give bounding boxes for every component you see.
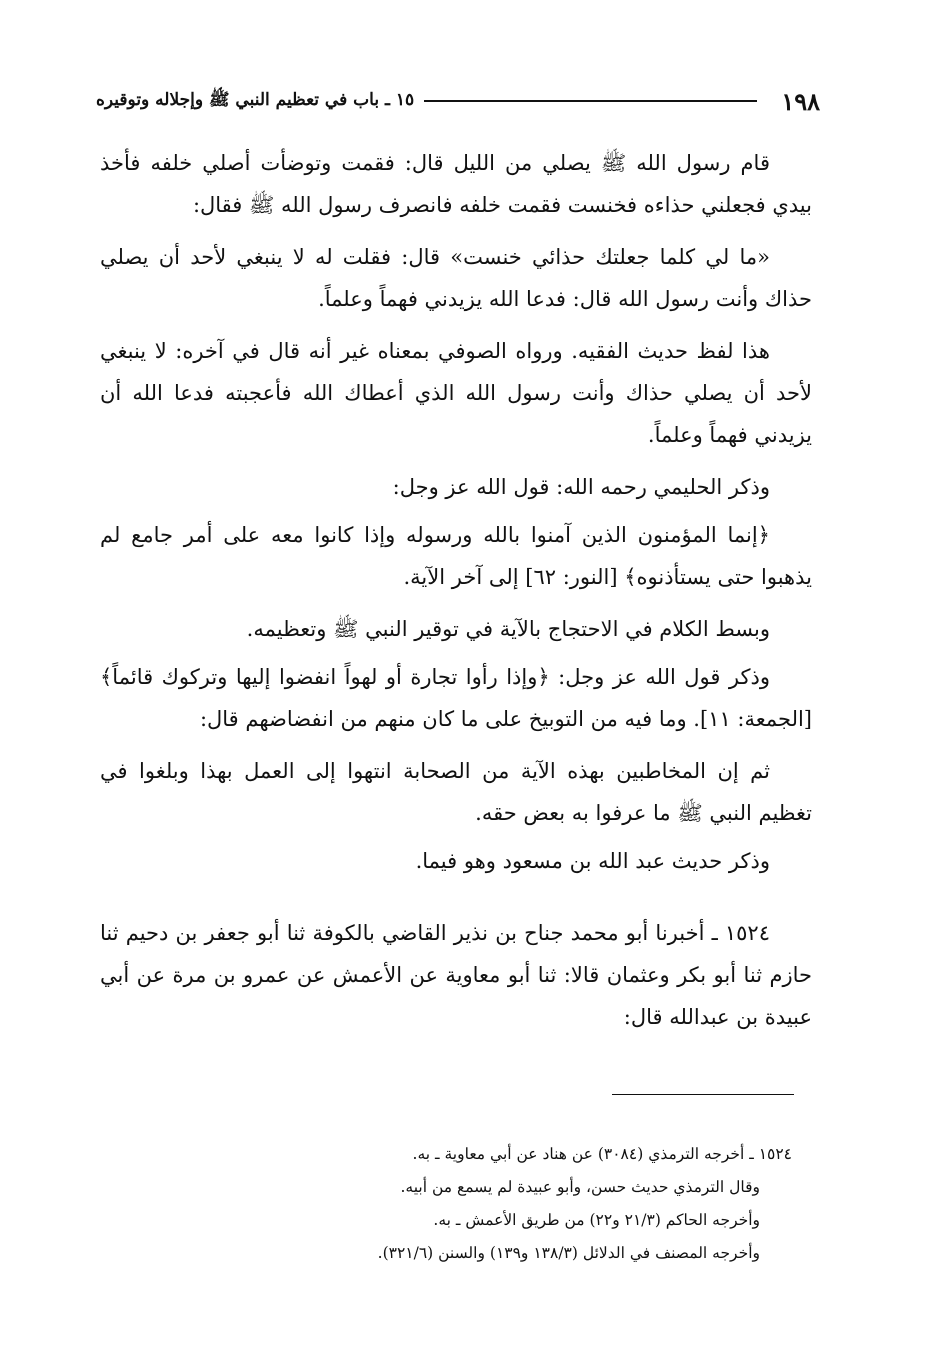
paragraph: قام رسول الله ﷺ يصلي من الليل قال: فقمت وتوضأت أصلي خلفه فأخذ بيدي فجعلني حذاءه فخنست فقمت خلفه فانصرف رسول الله ﷺ فقال: — [100, 151, 812, 217]
footnote-line: ١٥٢٤ ـ أخرجه الترمذي (٣٠٨٤) عن هناد عن أبي معاوية ـ به. — [412, 1145, 792, 1163]
footnote-separator — [612, 1094, 794, 1095]
main-text — [100, 142, 812, 1048]
footnote-line: وأخرجه الحاكم (٢١/٣ و٢٢) من طريق الأعمش ـ به. — [433, 1211, 760, 1229]
footnotes — [240, 1138, 792, 1270]
header-rule — [424, 100, 757, 102]
paragraph: وذكر الحليمي رحمه الله: قول الله عز وجل: — [392, 475, 770, 499]
footnote-line: وقال الترمذي حديث حسن، وأبو عبيدة لم يسمع من أبيه. — [400, 1178, 760, 1196]
page-header — [96, 86, 820, 116]
hadith-isnad: ١٥٢٤ ـ أخبرنا أبو محمد جناح بن نذير القاضي بالكوفة ثنا أبو جعفر بن دحيم ثنا حازم ثنا أبو بكر وعثمان قالا: ثنا أبو معاوية عن الأعمش عن عمرو بن مرة عن أبي عبيدة بن عبدالله قال: — [100, 921, 812, 1029]
footnote-line: وأخرجه المصنف في الدلائل (١٣٨/٣ و١٣٩) والسنن (٣٢١/٦). — [377, 1244, 760, 1262]
quran-quote: ﴿إنما المؤمنون الذين آمنوا بالله ورسوله وإذا كانوا معه على أمر جامع لم يذهبوا حتى يستأذنوه﴾ [النور: ٦٢] إلى آخر الآية. — [100, 523, 812, 589]
paragraph: وذكر قول الله عز وجل: ﴿وإذا رأوا تجارة أو لهواً انفضوا إليها وتركوك قائماً﴾ [الجمعة: ١١]. وما فيه من التوبيخ على ما كان منهم من انفضاضهم قال: — [100, 665, 812, 731]
paragraph: وذكر حديث عبد الله بن مسعود وهو فيما. — [415, 849, 770, 873]
paragraph: وبسط الكلام في الاحتجاج بالآية في توقير النبي ﷺ وتعظيمه. — [246, 617, 770, 641]
running-title: ١٥ ـ باب في تعظيم النبي ﷺ وإجلاله وتوقيره — [96, 89, 415, 110]
paragraph: «ما لي كلما جعلتك حذائي خنست» قال: فقلت له لا ينبغي لأحد أن يصلي حذاك وأنت رسول الله قال: فدعا الله يزيدني فهماً وعلماً. — [100, 245, 812, 311]
paragraph: ثم إن المخاطبين بهذه الآية من الصحابة انتهوا إلى العمل بهذا وبلغوا في تغظيم النبي ﷺ ما عرفوا به بعض حقه. — [100, 759, 812, 825]
paragraph: هذا لفظ حديث الفقيه. ورواه الصوفي بمعناه غير أنه قال في آخره: لا ينبغي لأحد أن يصلي حذاك وأنت رسول الله الذي أعطاك الله فأعجبته فدعا الله أن يزيدني فهماً وعلماً. — [100, 339, 812, 447]
page-number: ١٩٨ — [781, 86, 820, 116]
